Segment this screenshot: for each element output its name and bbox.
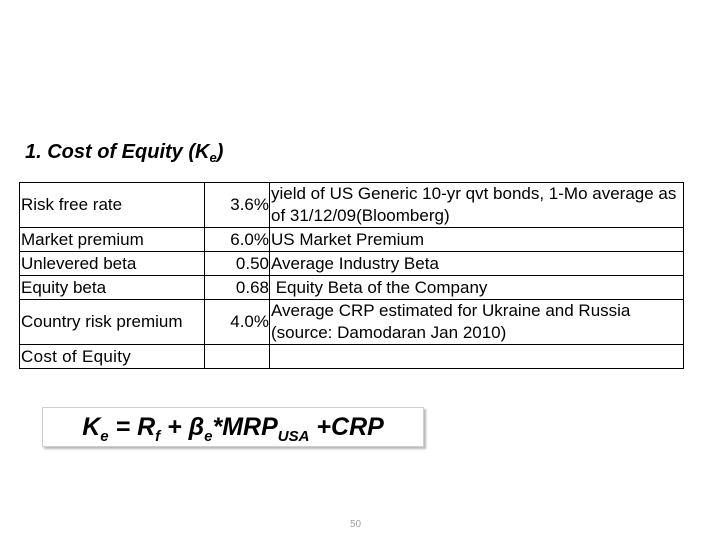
title-close: ) [216, 141, 224, 163]
formula-beta-sub: e [204, 428, 213, 445]
row-description: Equity Beta of the Company [270, 276, 684, 300]
row-label: Equity beta [20, 276, 205, 300]
formula-k-sub: e [100, 428, 109, 445]
row-label: Risk free rate [20, 183, 205, 228]
table-row [20, 183, 684, 228]
table-row [20, 300, 684, 345]
slide-title [25, 141, 223, 164]
row-label: Unlevered beta [20, 252, 205, 276]
formula-beta: + β [160, 413, 205, 441]
row-label: Country risk premium [20, 300, 205, 345]
row-description: Average Industry Beta [270, 252, 684, 276]
table-row [20, 276, 684, 300]
row-label: Market premium [20, 228, 205, 252]
row-description [270, 345, 684, 369]
page-number: 50 [350, 519, 362, 530]
cost-of-equity-table [19, 182, 684, 369]
row-value: 3.6% [205, 183, 270, 228]
row-description: US Market Premium [270, 228, 684, 252]
formula-k: K [82, 413, 101, 441]
formula-rf: = R [108, 413, 156, 441]
title-text: 1. Cost of Equity (K [25, 141, 210, 163]
formula-mrp-sub: USA [277, 428, 310, 445]
formula-mrp: *MRP [212, 413, 278, 441]
row-description: Average CRP estimated for Ukraine and Russia (source: Damodaran Jan 2010) [270, 300, 684, 345]
row-value [205, 345, 270, 369]
row-value: 4.0% [205, 300, 270, 345]
table-row [20, 228, 684, 252]
table-row [20, 252, 684, 276]
formula-rf-sub: f [155, 428, 161, 445]
row-label: Cost of Equity [20, 345, 205, 369]
title-subscript: e [209, 150, 217, 165]
table-row [20, 345, 684, 369]
formula-box [42, 407, 424, 447]
row-value: 6.0% [205, 228, 270, 252]
row-value: 0.50 [205, 252, 270, 276]
row-value: 0.68 [205, 276, 270, 300]
formula-crp: +CRP [309, 413, 384, 441]
row-description: yield of US Generic 10-yr qvt bonds, 1-Mo average as of 31/12/09(Bloomberg) [270, 183, 684, 228]
